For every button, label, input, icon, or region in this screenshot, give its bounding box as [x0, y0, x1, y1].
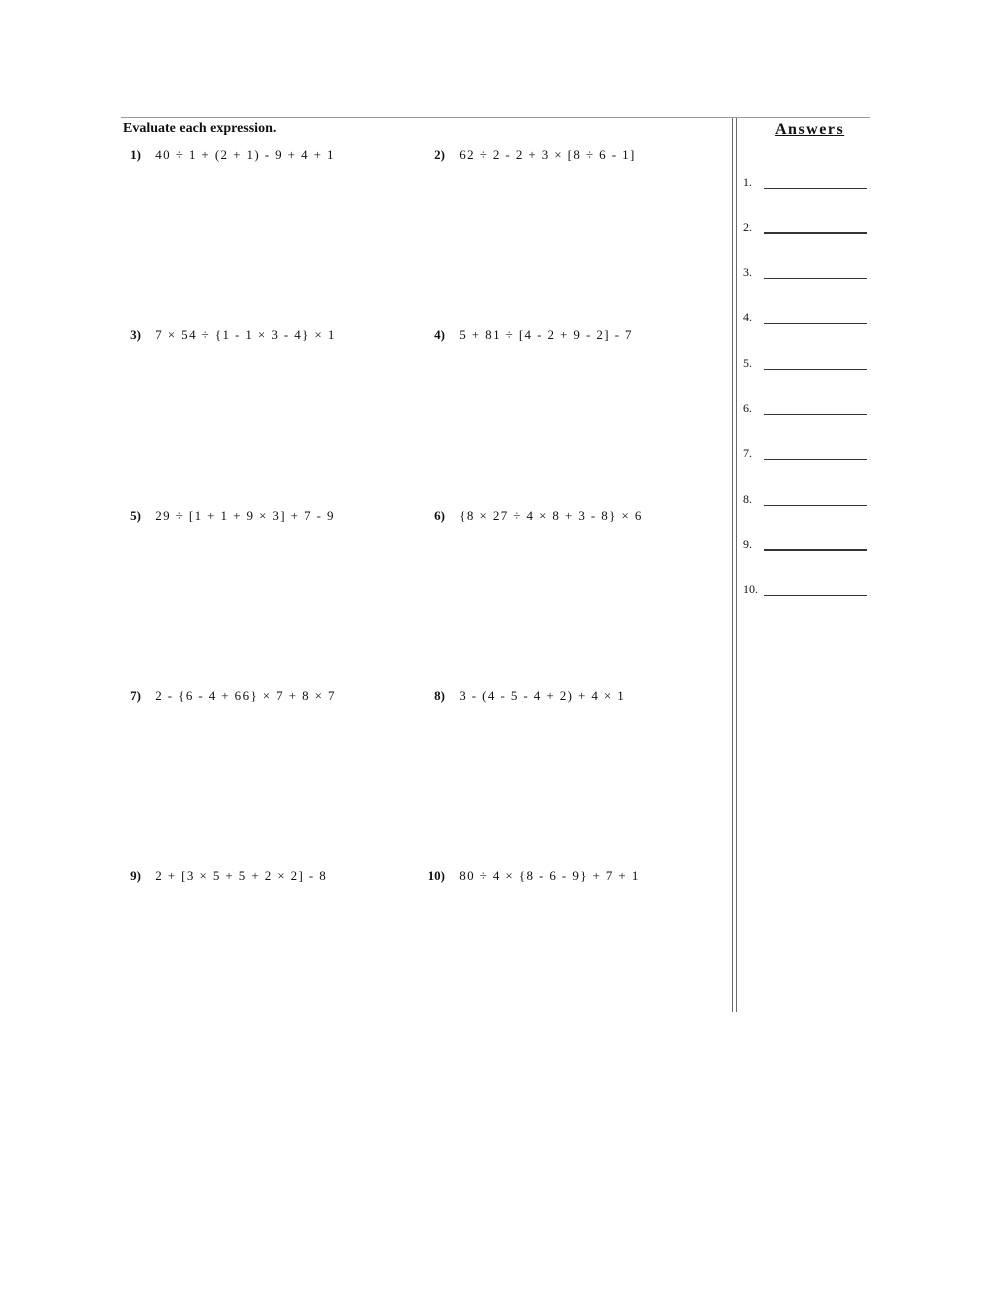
- problem-number: 10): [427, 868, 445, 883]
- answer-line[interactable]: [764, 459, 867, 460]
- problem-10: [423, 868, 640, 884]
- answer-column-divider: [732, 118, 733, 1012]
- answer-blank-2[interactable]: [743, 217, 873, 235]
- problem-expression: 80 ÷ 4 × {8 - 6 - 9} + 7 + 1: [459, 868, 640, 883]
- answer-blank-7[interactable]: [743, 443, 873, 461]
- problem-5: [123, 508, 335, 524]
- answer-line[interactable]: [764, 188, 867, 189]
- answer-blank-9[interactable]: [743, 534, 873, 552]
- answer-line[interactable]: [764, 505, 867, 506]
- answer-label: 8.: [743, 492, 752, 506]
- problem-number: 9): [130, 868, 141, 883]
- problem-1: [123, 147, 335, 163]
- answer-line[interactable]: [764, 595, 867, 596]
- answers-heading: Answers: [775, 121, 845, 138]
- problem-8: [423, 688, 625, 704]
- problem-expression: 3 - (4 - 5 - 4 + 2) + 4 × 1: [459, 688, 626, 703]
- answer-line[interactable]: [764, 549, 867, 551]
- problem-expression: 5 + 81 ÷ [4 - 2 + 9 - 2] - 7: [459, 327, 633, 342]
- answer-blank-6[interactable]: [743, 398, 873, 416]
- problem-expression: 62 ÷ 2 - 2 + 3 × [8 ÷ 6 - 1]: [459, 147, 636, 162]
- problem-2: [423, 147, 636, 163]
- answer-blank-5[interactable]: [743, 353, 873, 371]
- problem-expression: 2 + [3 × 5 + 5 + 2 × 2] - 8: [155, 868, 328, 883]
- answer-blank-4[interactable]: [743, 307, 873, 325]
- answer-line[interactable]: [764, 414, 867, 415]
- answer-label: 6.: [743, 401, 752, 415]
- answer-label: 10.: [743, 582, 758, 596]
- answer-line[interactable]: [764, 323, 867, 324]
- problem-expression: 40 ÷ 1 + (2 + 1) - 9 + 4 + 1: [155, 147, 335, 162]
- answer-blank-3[interactable]: [743, 262, 873, 280]
- problem-number: 8): [434, 688, 445, 703]
- problem-number: 3): [130, 327, 141, 342]
- problem-4: [423, 327, 633, 343]
- answer-label: 2.: [743, 220, 752, 234]
- answer-label: 7.: [743, 446, 752, 460]
- answer-line[interactable]: [764, 232, 867, 234]
- problem-3: [123, 327, 336, 343]
- problem-number: 6): [434, 508, 445, 523]
- answer-column-divider: [736, 118, 737, 1012]
- answer-label: 5.: [743, 356, 752, 370]
- problem-expression: 2 - {6 - 4 + 66} × 7 + 8 × 7: [155, 688, 336, 703]
- answer-blank-1[interactable]: [743, 172, 873, 190]
- problem-number: 7): [130, 688, 141, 703]
- instructions: Evaluate each expression.: [123, 121, 277, 136]
- problem-number: 4): [434, 327, 445, 342]
- problem-number: 1): [130, 147, 141, 162]
- answer-blank-8[interactable]: [743, 489, 873, 507]
- answer-label: 3.: [743, 265, 752, 279]
- answer-label: 9.: [743, 537, 752, 551]
- answer-label: 1.: [743, 175, 752, 189]
- top-rule: [121, 117, 870, 118]
- problem-9: [123, 868, 327, 884]
- problem-6: [423, 508, 643, 524]
- answer-line[interactable]: [764, 278, 867, 279]
- problem-number: 2): [434, 147, 445, 162]
- problem-expression: 7 × 54 ÷ {1 - 1 × 3 - 4} × 1: [155, 327, 336, 342]
- problem-expression: {8 × 27 ÷ 4 × 8 + 3 - 8} × 6: [459, 508, 643, 523]
- answer-label: 4.: [743, 310, 752, 324]
- problem-7: [123, 688, 336, 704]
- answer-blank-10[interactable]: [743, 579, 873, 597]
- answer-line[interactable]: [764, 369, 867, 370]
- problem-number: 5): [130, 508, 141, 523]
- problem-expression: 29 ÷ [1 + 1 + 9 × 3] + 7 - 9: [155, 508, 335, 523]
